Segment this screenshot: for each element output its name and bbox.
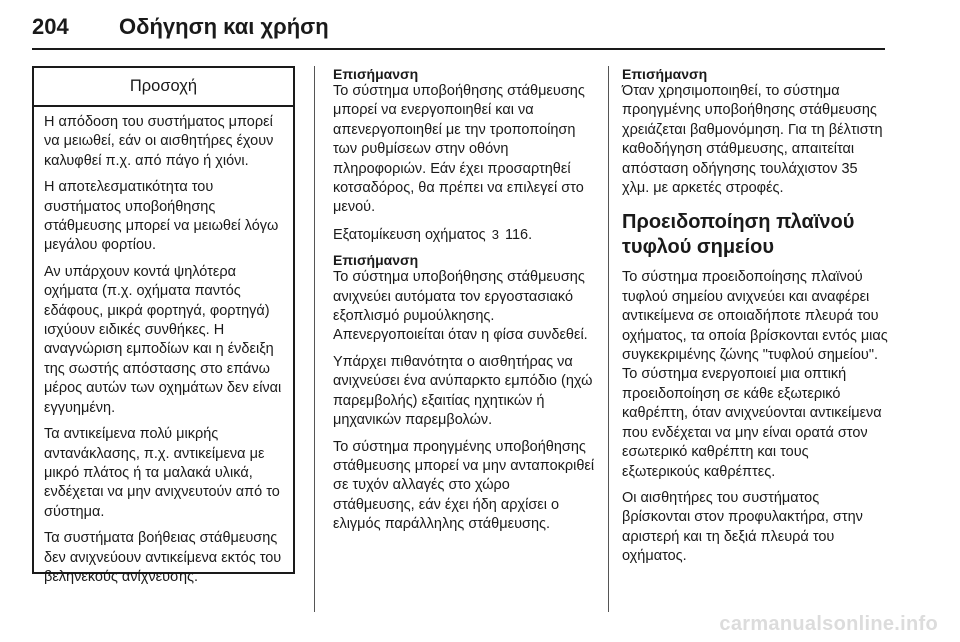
caution-body xyxy=(34,107,293,587)
note-label: Επισήμανση xyxy=(622,66,708,82)
caution-paragraph: Αν υπάρχουν κοντά ψηλότερα οχήματα (π.χ. οχήματα παντός εδάφους, μικρά φορτηγά, φορτηγά) ισχύουν ειδικές συνθήκες. Η αναγνώριση εμποδίων και η ένδειξη της σωστής απόστασης στο επάνω μέρος αυτών των οχημάτων δεν είναι εγγυημένη. xyxy=(44,263,282,416)
header-rule xyxy=(32,48,885,50)
note-label: Επισήμανση xyxy=(333,252,419,269)
caution-paragraph: Η αποτελεσματικότητα του συστήματος υποβοήθησης στάθμευσης μπορεί να μειωθεί λόγω μεγάλου φορτίου. xyxy=(44,179,279,254)
body-paragraph: Το σύστημα προειδοποίησης πλαϊνού τυφλού σημείου ανιχνεύει και αναφέρει αντικείμενα σε οποιαδήποτε πλευρά του οχήματος, τα οποία βρίσκονται εντός μιας συγκεκριμένης ζώνης "τυφλού σημείου". Το σύστημα ενεργοποιεί μια οπτική προειδοποίηση σε κάθε εξωτερικό καθρέπτη, όταν ανιχνεύονται αντικείμενα που ενδέχεται να μην είναι ορατά στον εσωτερικό καθρέπτη και τους εξωτερικούς καθρέπτες. xyxy=(622,269,888,480)
caution-paragraph: Τα αντικείμενα πολύ μικρής αντανάκλασης, π.χ. αντικείμενα με μικρό πλάτος ή τα μαλακά υλικά, ενδέχεται να μην ανιχνευτούν από το σύστημα. xyxy=(44,426,280,520)
note-text: Το σύστημα υποβοήθησης στάθμευσης ανιχνεύει αυτόματα τον εργοστασιακό εξοπλισμό ρυμούλκησης. Απενεργοποιείται όταν η φίσα συνδεθεί. xyxy=(333,269,588,344)
caution-paragraph: Τα συστήματα βοήθειας στάθμευσης δεν ανιχνεύουν αντικείμενα εκτός του βεληνεκούς ανίχνευσης. xyxy=(44,530,282,585)
caution-box xyxy=(32,66,295,585)
page-header xyxy=(32,8,885,52)
note-label: Επισήμανση xyxy=(333,66,419,82)
section-heading: Προειδοποίηση πλαϊνού τυφλού σημείου xyxy=(622,211,855,259)
caution-paragraph: Η απόδοση του συστήματος μπορεί να μειωθεί, εάν οι αισθητήρες έχουν καλυφθεί π.χ. από πάγο ή χιόνι. xyxy=(44,114,274,169)
column-divider xyxy=(314,66,315,612)
body-paragraph: Το σύστημα προηγμένης υποβοήθησης στάθμευσης μπορεί να μην ανταποκριθεί σε τυχόν αλλαγές στο χώρο στάθμευσης, εάν έχει ήδη αρχίσει ο ελιγμός παράλληλης στάθμευσης. xyxy=(333,438,595,533)
chapter-title: Οδήγηση και χρήση xyxy=(119,14,329,39)
note-text: Όταν χρησιμοποιηθεί, το σύστημα προηγμένης υποβοήθησης στάθμευσης χρειάζεται βαθμονόμηση. Για τη βέλτιστη καθοδήγηση στάθμευσης, απαιτείται απόσταση οδήγησης τουλάχιστον 35 χλμ. με αρκετές στροφές. xyxy=(622,83,883,197)
cross-reference xyxy=(333,225,595,245)
caution-title: Προσοχή xyxy=(34,68,293,107)
page-number: 204 xyxy=(32,14,69,39)
body-paragraph: Οι αισθητήρες του συστήματος βρίσκονται στον προφυλακτήρα, στην αριστερή και τη δεξιά πλευρά του οχήματος. xyxy=(622,489,863,565)
xref-page: 116. xyxy=(504,226,533,243)
column-middle xyxy=(333,66,595,542)
xref-text: Εξατομίκευση οχήματος xyxy=(333,226,486,243)
body-paragraph: Υπάρχει πιθανότητα ο αισθητήρας να ανιχνεύσει ένα ανύπαρκτο εμπόδιο (ηχώ παρεμβολής) εξαιτίας ηχητικών ή μηχανικών παρεμβολών. xyxy=(333,353,593,429)
footer-watermark: carmanualsonline.info xyxy=(719,613,938,635)
column-right xyxy=(622,66,888,574)
note-text: Το σύστημα υποβοήθησης στάθμευσης μπορεί να ενεργοποιηθεί και να απενεργοποιηθεί με την τροποποίηση των ρυθμίσεων στην οθόνη πληροφοριών. Εάν έχει προσαρτηθεί κοτσαδόρος, θα πρέπει να επιλεγεί στο μενού. xyxy=(333,83,585,216)
column-divider xyxy=(608,66,609,612)
page-reference-icon: 3 xyxy=(491,226,499,242)
